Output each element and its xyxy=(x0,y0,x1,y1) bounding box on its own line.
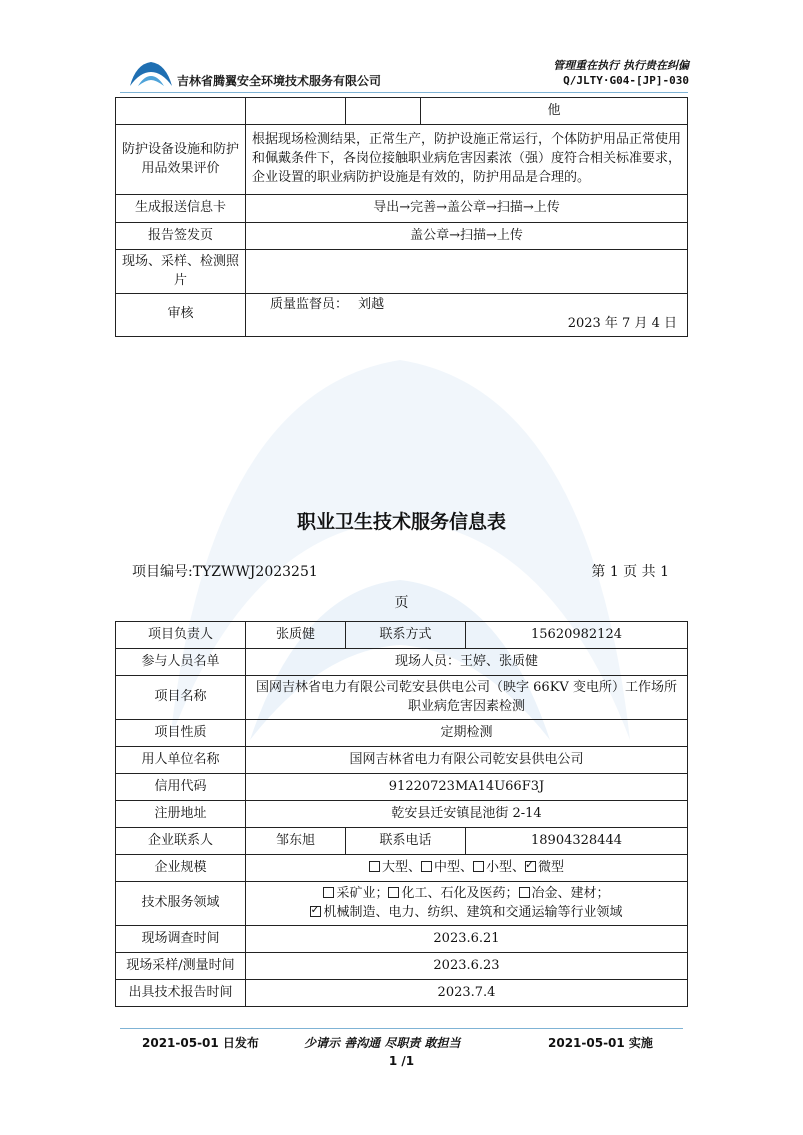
ent-contact-value: 邹东旭 xyxy=(246,828,346,855)
contact-value: 15620982124 xyxy=(466,622,688,649)
project-name-value: 国网吉林省电力有限公司乾安县供电公司（映字 66KV 变电所）工作场所职业病危害因素检测 xyxy=(246,676,688,720)
publish-date: 2021-05-01 日发布 xyxy=(142,1036,259,1050)
credit-value: 91220723MA14U66F3J xyxy=(246,774,688,801)
scale-checkbox-small[interactable] xyxy=(473,861,484,872)
ent-contact-label: 企业联系人 xyxy=(116,828,246,855)
photos-value xyxy=(246,250,688,294)
table-row xyxy=(116,747,688,774)
field-checkbox-mining[interactable] xyxy=(323,887,334,898)
issue-page-value: 盖公章→扫描→上传 xyxy=(246,223,688,250)
issue-page-label: 报告签发页 xyxy=(116,223,246,250)
field-option-machinery: 机械制造、电力、纺织、建筑和交通运输等行业领域 xyxy=(323,904,623,920)
field-checkbox-machinery[interactable] xyxy=(310,906,321,917)
contact-label: 联系方式 xyxy=(346,622,466,649)
scale-label: 企业规模 xyxy=(116,855,246,882)
continued-table xyxy=(115,97,688,337)
field-checkbox-metallurgy[interactable] xyxy=(519,887,530,898)
field-checkbox-chemical[interactable] xyxy=(388,887,399,898)
table-row xyxy=(116,223,688,250)
field-option-chemical: 化工、石化及医药； xyxy=(401,885,519,901)
photos-label: 现场、采样、检测照片 xyxy=(116,250,246,294)
scale-option-micro: 微型 xyxy=(538,859,565,875)
table-row xyxy=(116,882,688,926)
page-info-continued: 页 xyxy=(394,595,409,611)
review-label: 审核 xyxy=(116,294,246,337)
table-row xyxy=(116,195,688,223)
scale-checkbox-medium[interactable] xyxy=(421,861,432,872)
leader-value: 张质健 xyxy=(246,622,346,649)
survey-label: 现场调查时间 xyxy=(116,926,246,953)
table-row xyxy=(116,676,688,720)
report-card-label: 生成报送信息卡 xyxy=(116,195,246,223)
project-name-label: 项目名称 xyxy=(116,676,246,720)
table-row xyxy=(116,294,688,337)
table-row xyxy=(116,622,688,649)
eval-label: 防护设备设施和防护用品效果评价 xyxy=(116,125,246,195)
project-number: 项目编号:TYZWWJ2023251 xyxy=(132,564,318,580)
ent-phone-label: 联系电话 xyxy=(346,828,466,855)
nature-label: 项目性质 xyxy=(116,720,246,747)
field-option-mining: 采矿业； xyxy=(336,885,389,901)
sampling-label: 现场采样/测量时间 xyxy=(116,953,246,980)
table-row xyxy=(116,720,688,747)
scale-option-medium: 中型、 xyxy=(433,859,473,875)
review-cell xyxy=(246,294,688,337)
table-row xyxy=(116,125,688,195)
company-logo xyxy=(128,58,174,88)
review-date: 2023 年 7 月 4 日 xyxy=(567,315,677,331)
table-row xyxy=(116,98,688,125)
members-label: 参与人员名单 xyxy=(116,649,246,676)
report-card-value: 导出→完善→盖公章→扫描→上传 xyxy=(246,195,688,223)
address-value: 乾安县迁安镇昆池街 2-14 xyxy=(246,801,688,828)
credit-label: 信用代码 xyxy=(116,774,246,801)
page-title: 职业卫生技术服务信息表 xyxy=(296,511,506,533)
field-option-metallurgy: 冶金、建材； xyxy=(531,885,610,901)
survey-value: 2023.6.21 xyxy=(246,926,688,953)
employer-label: 用人单位名称 xyxy=(116,747,246,774)
scale-options xyxy=(246,855,688,882)
footer-motto: 少请示 善沟通 尽职责 敢担当 xyxy=(304,1036,461,1050)
table-row xyxy=(116,649,688,676)
table-row xyxy=(116,250,688,294)
scale-checkbox-micro[interactable] xyxy=(525,861,536,872)
supervisor-label: 质量监督员： xyxy=(270,297,349,312)
table-row xyxy=(116,926,688,953)
scale-checkbox-large[interactable] xyxy=(369,861,380,872)
table-row xyxy=(116,774,688,801)
scale-option-large: 大型、 xyxy=(381,859,421,875)
table-row xyxy=(116,855,688,882)
header-slogan: 管理重在执行 执行贵在纠偏 xyxy=(553,59,689,72)
effective-date: 2021-05-01 实施 xyxy=(548,1036,653,1050)
header-divider xyxy=(120,92,688,93)
eval-text: 根据现场检测结果，正常生产，防护设施正常运行，个体防护用品正常使用和佩戴条件下，各岗位接触职业病危害因素浓（强）度符合相关标准要求，企业设置的职业病防护设施是有效的，防护用品是合理的。 xyxy=(246,125,688,195)
employer-value: 国网吉林省电力有限公司乾安县供电公司 xyxy=(246,747,688,774)
ent-phone-value: 18904328444 xyxy=(466,828,688,855)
address-label: 注册地址 xyxy=(116,801,246,828)
leader-label: 项目负责人 xyxy=(116,622,246,649)
nature-value: 定期检测 xyxy=(246,720,688,747)
issue-label: 出具技术报告时间 xyxy=(116,980,246,1007)
members-value: 现场人员：王婷、张质健 xyxy=(246,649,688,676)
table-row xyxy=(116,980,688,1007)
table-row xyxy=(116,828,688,855)
continued-cell: 他 xyxy=(421,98,688,125)
table-row xyxy=(116,801,688,828)
field-label: 技术服务领域 xyxy=(116,882,246,926)
document-code: Q/JLTY·G04-[JP]-030 xyxy=(563,74,689,87)
scale-option-small: 小型、 xyxy=(486,859,526,875)
service-info-table xyxy=(115,621,688,1007)
supervisor-name: 刘越 xyxy=(358,297,385,312)
footer-divider xyxy=(120,1028,683,1029)
issue-value: 2023.7.4 xyxy=(246,980,688,1007)
sampling-value: 2023.6.23 xyxy=(246,953,688,980)
page-info: 第 1 页 共 1 xyxy=(591,564,669,580)
table-row xyxy=(116,953,688,980)
field-options xyxy=(246,882,688,926)
company-name: 吉林省腾翼安全环境技术服务有限公司 xyxy=(177,74,382,88)
page-number: 1 /1 xyxy=(388,1054,415,1068)
